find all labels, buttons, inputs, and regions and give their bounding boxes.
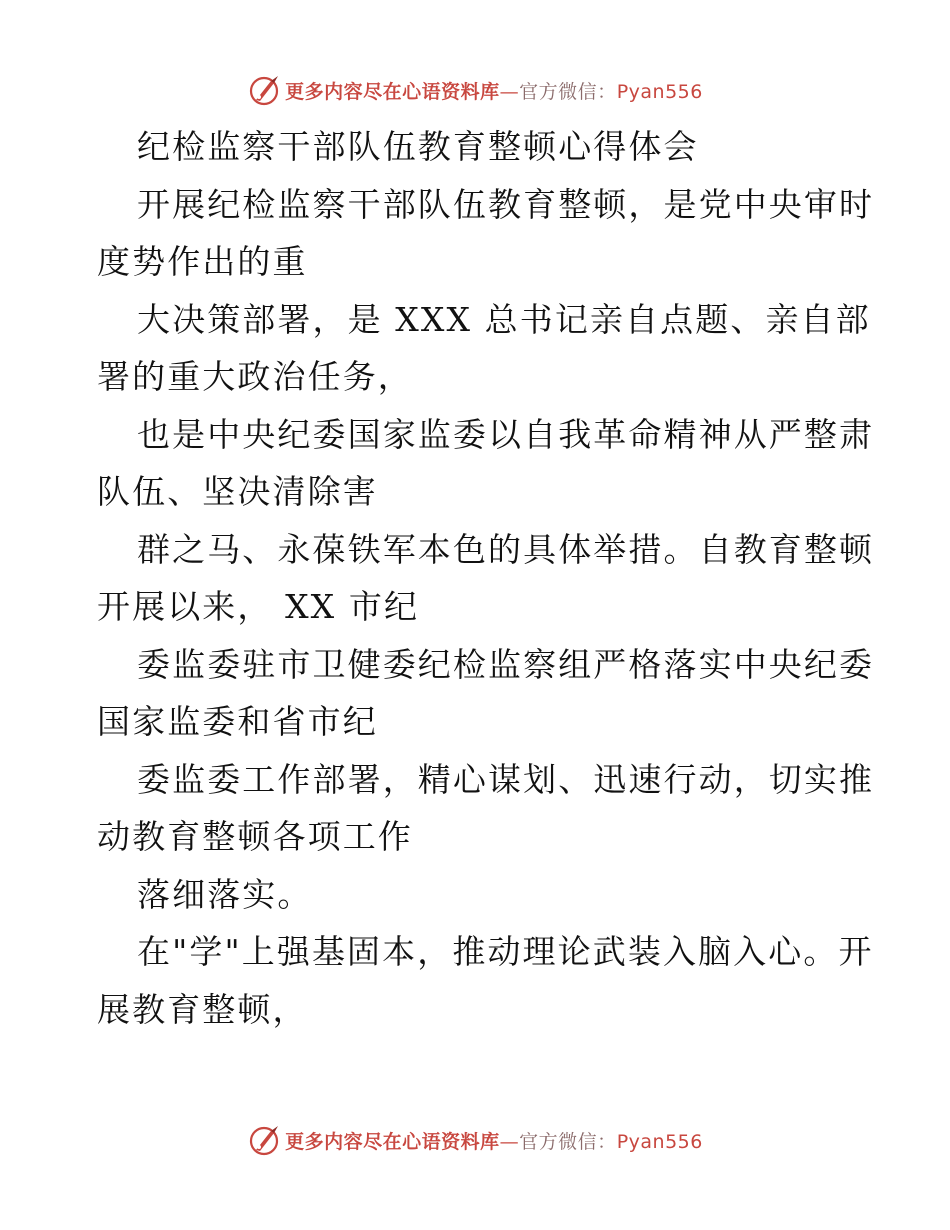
paragraph-line: 署的重大政治任务， [97,357,413,396]
watermark-separator: — [499,80,520,103]
paragraph-line: 队伍、坚决清除害 [97,472,378,511]
watermark-wechat-id: Pyan556 [616,80,703,103]
paragraph-line: 国家监委和省市纪 [97,702,378,741]
quill-pen-circle-icon [247,73,281,107]
paragraph-line: 委监委工作部署，精心谋划、迅速行动，切实推 [137,759,875,799]
watermark-wechat-id: Pyan556 [616,1130,703,1153]
paragraph-line: 动教育整顿各项工作 [97,817,413,856]
footer-watermark [0,1122,950,1158]
header-watermark [0,72,950,108]
watermark-separator: — [499,1130,520,1153]
paragraph-line: 度势作出的重 [97,242,308,281]
watermark-main-text: 更多内容尽在心语资料库 [285,1130,500,1153]
paragraph-line: 在"学"上强基固本，推动理论武装入脑入心。开 [137,932,874,971]
document-title: 纪检监察干部队伍教育整顿心得体会 [137,127,699,166]
watermark-main-text: 更多内容尽在心语资料库 [285,80,500,103]
paragraph-line: 委监委驻市卫健委纪检监察组严格落实中央纪委 [137,644,875,684]
paragraph-line: 群之马、永葆铁军本色的具体举措。自教育整顿 [137,529,875,569]
quill-pen-circle-icon [247,1123,281,1157]
document-body [97,118,875,1038]
paragraph-line: 大决策部署，是 XXX 总书记亲自点题、亲自部 [137,299,871,339]
paragraph-line: 开展以来， XX 市纪 [97,587,420,626]
paragraph-line: 开展纪检监察干部队伍教育整顿，是党中央审时 [137,184,875,224]
paragraph-line: 展教育整顿， [97,989,308,1029]
paragraph-line: 落细落实。 [137,874,313,914]
watermark-official-label: 官方微信： [519,80,617,103]
paragraph-line: 也是中央纪委国家监委以自我革命精神从严整肃 [137,414,875,454]
document-lines [97,176,875,1039]
watermark-official-label: 官方微信： [519,1130,617,1153]
